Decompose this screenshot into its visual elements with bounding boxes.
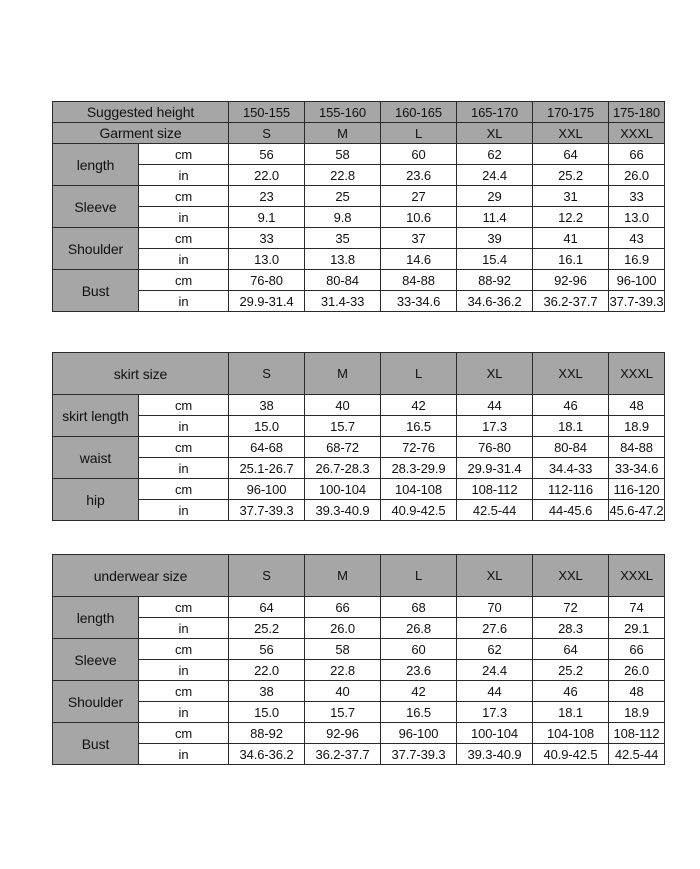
value-cell: 34.4-33 <box>533 458 609 479</box>
value-cell: 23.6 <box>381 660 457 681</box>
measurement-label: length <box>53 144 139 186</box>
value-cell: 74 <box>609 597 665 618</box>
measurement-row-cm <box>53 639 665 660</box>
measurement-row-in <box>53 500 665 521</box>
unit-label: in <box>139 660 229 681</box>
value-cell: 96-100 <box>229 479 305 500</box>
value-cell: 76-80 <box>229 270 305 291</box>
value-cell: 9.1 <box>229 207 305 228</box>
measurement-row-in <box>53 249 665 270</box>
unit-label: cm <box>139 395 229 416</box>
suggested-height-row <box>53 102 665 123</box>
size-header: L <box>381 123 457 144</box>
value-cell: 66 <box>609 144 665 165</box>
value-cell: 104-108 <box>533 723 609 744</box>
measurement-label: Sleeve <box>53 639 139 681</box>
value-cell: 100-104 <box>305 479 381 500</box>
value-cell: 13.0 <box>229 249 305 270</box>
height-cell: 155-160 <box>305 102 381 123</box>
skirt-size-row <box>53 353 665 395</box>
measurement-row-cm <box>53 144 665 165</box>
unit-label: cm <box>139 479 229 500</box>
size-header: XL <box>457 123 533 144</box>
value-cell: 84-88 <box>381 270 457 291</box>
value-cell: 60 <box>381 144 457 165</box>
unit-label: cm <box>139 270 229 291</box>
measurement-row-cm <box>53 681 665 702</box>
value-cell: 25.2 <box>533 165 609 186</box>
unit-label: cm <box>139 144 229 165</box>
measurement-row-in <box>53 291 665 312</box>
value-cell: 42.5-44 <box>457 500 533 521</box>
value-cell: 43 <box>609 228 665 249</box>
value-cell: 40 <box>305 681 381 702</box>
value-cell: 22.0 <box>229 660 305 681</box>
unit-label: cm <box>139 723 229 744</box>
unit-label: cm <box>139 639 229 660</box>
height-cell: 170-175 <box>533 102 609 123</box>
height-cell: 175-180 <box>609 102 665 123</box>
value-cell: 25.2 <box>229 618 305 639</box>
value-cell: 56 <box>229 144 305 165</box>
value-cell: 40.9-42.5 <box>533 744 609 765</box>
size-header: XXL <box>533 555 609 597</box>
value-cell: 24.4 <box>457 165 533 186</box>
suggested-height-label: Suggested height <box>53 102 229 123</box>
value-cell: 64-68 <box>229 437 305 458</box>
measurement-label: skirt length <box>53 395 139 437</box>
height-cell: 150-155 <box>229 102 305 123</box>
value-cell: 15.0 <box>229 702 305 723</box>
value-cell: 72 <box>533 597 609 618</box>
value-cell: 42 <box>381 395 457 416</box>
unit-label: cm <box>139 597 229 618</box>
value-cell: 23.6 <box>381 165 457 186</box>
value-cell: 112-116 <box>533 479 609 500</box>
size-header: M <box>305 123 381 144</box>
value-cell: 41 <box>533 228 609 249</box>
value-cell: 18.1 <box>533 416 609 437</box>
value-cell: 36.2-37.7 <box>533 291 609 312</box>
unit-label: in <box>139 207 229 228</box>
garment-size-row <box>53 123 665 144</box>
value-cell: 100-104 <box>457 723 533 744</box>
size-header: M <box>305 353 381 395</box>
measurement-label: Shoulder <box>53 228 139 270</box>
unit-label: cm <box>139 228 229 249</box>
value-cell: 25 <box>305 186 381 207</box>
value-cell: 16.5 <box>381 702 457 723</box>
value-cell: 26.7-28.3 <box>305 458 381 479</box>
skirt-size-label: skirt size <box>53 353 229 395</box>
size-header: M <box>305 555 381 597</box>
value-cell: 42 <box>381 681 457 702</box>
measurement-row-cm <box>53 270 665 291</box>
size-header: S <box>229 555 305 597</box>
measurement-label: Sleeve <box>53 186 139 228</box>
unit-label: in <box>139 416 229 437</box>
value-cell: 15.4 <box>457 249 533 270</box>
value-cell: 40.9-42.5 <box>381 500 457 521</box>
value-cell: 37.7-39.3 <box>381 744 457 765</box>
value-cell: 34.6-36.2 <box>229 744 305 765</box>
value-cell: 25.2 <box>533 660 609 681</box>
value-cell: 26.0 <box>609 165 665 186</box>
unit-label: in <box>139 458 229 479</box>
value-cell: 76-80 <box>457 437 533 458</box>
value-cell: 18.1 <box>533 702 609 723</box>
garment-size-table <box>52 101 665 312</box>
size-header: XL <box>457 353 533 395</box>
value-cell: 96-100 <box>381 723 457 744</box>
value-cell: 29.1 <box>609 618 665 639</box>
value-cell: 58 <box>305 144 381 165</box>
value-cell: 68 <box>381 597 457 618</box>
value-cell: 33-34.6 <box>609 458 665 479</box>
measurement-row-cm <box>53 228 665 249</box>
value-cell: 62 <box>457 144 533 165</box>
value-cell: 28.3-29.9 <box>381 458 457 479</box>
measurement-row-in <box>53 660 665 681</box>
value-cell: 13.0 <box>609 207 665 228</box>
value-cell: 92-96 <box>305 723 381 744</box>
measurement-row-in <box>53 618 665 639</box>
value-cell: 24.4 <box>457 660 533 681</box>
measurement-row-cm <box>53 723 665 744</box>
value-cell: 96-100 <box>609 270 665 291</box>
value-cell: 66 <box>305 597 381 618</box>
value-cell: 116-120 <box>609 479 665 500</box>
value-cell: 10.6 <box>381 207 457 228</box>
measurement-label: Bust <box>53 270 139 312</box>
value-cell: 15.7 <box>305 416 381 437</box>
measurement-row-in <box>53 702 665 723</box>
value-cell: 29.9-31.4 <box>457 458 533 479</box>
measurement-label: Bust <box>53 723 139 765</box>
value-cell: 38 <box>229 681 305 702</box>
value-cell: 33 <box>229 228 305 249</box>
value-cell: 14.6 <box>381 249 457 270</box>
value-cell: 35 <box>305 228 381 249</box>
value-cell: 18.9 <box>609 416 665 437</box>
measurement-row-cm <box>53 437 665 458</box>
measurement-row-in <box>53 165 665 186</box>
measurement-row-in <box>53 416 665 437</box>
size-header: XXXL <box>609 555 665 597</box>
value-cell: 25.1-26.7 <box>229 458 305 479</box>
value-cell: 92-96 <box>533 270 609 291</box>
size-header: XL <box>457 555 533 597</box>
value-cell: 16.1 <box>533 249 609 270</box>
measurement-row-in <box>53 207 665 228</box>
underwear-size-row <box>53 555 665 597</box>
unit-label: cm <box>139 437 229 458</box>
value-cell: 37.7-39.3 <box>609 291 665 312</box>
size-header: L <box>381 555 457 597</box>
value-cell: 72-76 <box>381 437 457 458</box>
value-cell: 18.9 <box>609 702 665 723</box>
value-cell: 45.6-47.2 <box>609 500 665 521</box>
value-cell: 15.7 <box>305 702 381 723</box>
unit-label: in <box>139 744 229 765</box>
value-cell: 88-92 <box>229 723 305 744</box>
size-header: S <box>229 123 305 144</box>
value-cell: 80-84 <box>533 437 609 458</box>
value-cell: 64 <box>533 144 609 165</box>
unit-label: in <box>139 702 229 723</box>
value-cell: 16.5 <box>381 416 457 437</box>
height-cell: 165-170 <box>457 102 533 123</box>
value-cell: 22.8 <box>305 660 381 681</box>
value-cell: 9.8 <box>305 207 381 228</box>
value-cell: 39 <box>457 228 533 249</box>
value-cell: 34.6-36.2 <box>457 291 533 312</box>
value-cell: 39.3-40.9 <box>457 744 533 765</box>
value-cell: 64 <box>229 597 305 618</box>
value-cell: 44-45.6 <box>533 500 609 521</box>
unit-label: in <box>139 500 229 521</box>
measurement-label: length <box>53 597 139 639</box>
value-cell: 84-88 <box>609 437 665 458</box>
value-cell: 104-108 <box>381 479 457 500</box>
value-cell: 31 <box>533 186 609 207</box>
value-cell: 60 <box>381 639 457 660</box>
value-cell: 66 <box>609 639 665 660</box>
value-cell: 48 <box>609 395 665 416</box>
size-header: L <box>381 353 457 395</box>
value-cell: 29.9-31.4 <box>229 291 305 312</box>
size-header: XXXL <box>609 123 665 144</box>
value-cell: 22.0 <box>229 165 305 186</box>
measurement-row-cm <box>53 479 665 500</box>
measurement-row-cm <box>53 395 665 416</box>
underwear-size-label: underwear size <box>53 555 229 597</box>
value-cell: 31.4-33 <box>305 291 381 312</box>
value-cell: 11.4 <box>457 207 533 228</box>
value-cell: 27 <box>381 186 457 207</box>
value-cell: 38 <box>229 395 305 416</box>
value-cell: 26.8 <box>381 618 457 639</box>
value-cell: 56 <box>229 639 305 660</box>
measurement-row-in <box>53 458 665 479</box>
value-cell: 13.8 <box>305 249 381 270</box>
garment-size-label: Garment size <box>53 123 229 144</box>
value-cell: 70 <box>457 597 533 618</box>
value-cell: 80-84 <box>305 270 381 291</box>
size-header: XXL <box>533 123 609 144</box>
value-cell: 15.0 <box>229 416 305 437</box>
size-header: XXL <box>533 353 609 395</box>
measurement-label: waist <box>53 437 139 479</box>
value-cell: 33 <box>609 186 665 207</box>
unit-label: in <box>139 249 229 270</box>
value-cell: 16.9 <box>609 249 665 270</box>
value-cell: 39.3-40.9 <box>305 500 381 521</box>
value-cell: 48 <box>609 681 665 702</box>
measurement-row-in <box>53 744 665 765</box>
value-cell: 17.3 <box>457 702 533 723</box>
value-cell: 64 <box>533 639 609 660</box>
value-cell: 62 <box>457 639 533 660</box>
unit-label: cm <box>139 681 229 702</box>
value-cell: 37.7-39.3 <box>229 500 305 521</box>
unit-label: cm <box>139 186 229 207</box>
value-cell: 27.6 <box>457 618 533 639</box>
value-cell: 33-34.6 <box>381 291 457 312</box>
value-cell: 22.8 <box>305 165 381 186</box>
value-cell: 68-72 <box>305 437 381 458</box>
height-cell: 160-165 <box>381 102 457 123</box>
unit-label: in <box>139 618 229 639</box>
value-cell: 40 <box>305 395 381 416</box>
size-header: S <box>229 353 305 395</box>
value-cell: 28.3 <box>533 618 609 639</box>
value-cell: 88-92 <box>457 270 533 291</box>
value-cell: 37 <box>381 228 457 249</box>
measurement-row-cm <box>53 597 665 618</box>
value-cell: 29 <box>457 186 533 207</box>
value-cell: 46 <box>533 395 609 416</box>
size-header: XXXL <box>609 353 665 395</box>
measurement-label: hip <box>53 479 139 521</box>
value-cell: 58 <box>305 639 381 660</box>
value-cell: 44 <box>457 395 533 416</box>
measurement-row-cm <box>53 186 665 207</box>
underwear-size-table <box>52 554 665 765</box>
value-cell: 42.5-44 <box>609 744 665 765</box>
value-cell: 26.0 <box>609 660 665 681</box>
value-cell: 108-112 <box>609 723 665 744</box>
value-cell: 44 <box>457 681 533 702</box>
unit-label: in <box>139 291 229 312</box>
value-cell: 46 <box>533 681 609 702</box>
value-cell: 26.0 <box>305 618 381 639</box>
value-cell: 108-112 <box>457 479 533 500</box>
measurement-label: Shoulder <box>53 681 139 723</box>
unit-label: in <box>139 165 229 186</box>
skirt-size-table <box>52 352 665 521</box>
value-cell: 12.2 <box>533 207 609 228</box>
value-cell: 36.2-37.7 <box>305 744 381 765</box>
value-cell: 17.3 <box>457 416 533 437</box>
value-cell: 23 <box>229 186 305 207</box>
